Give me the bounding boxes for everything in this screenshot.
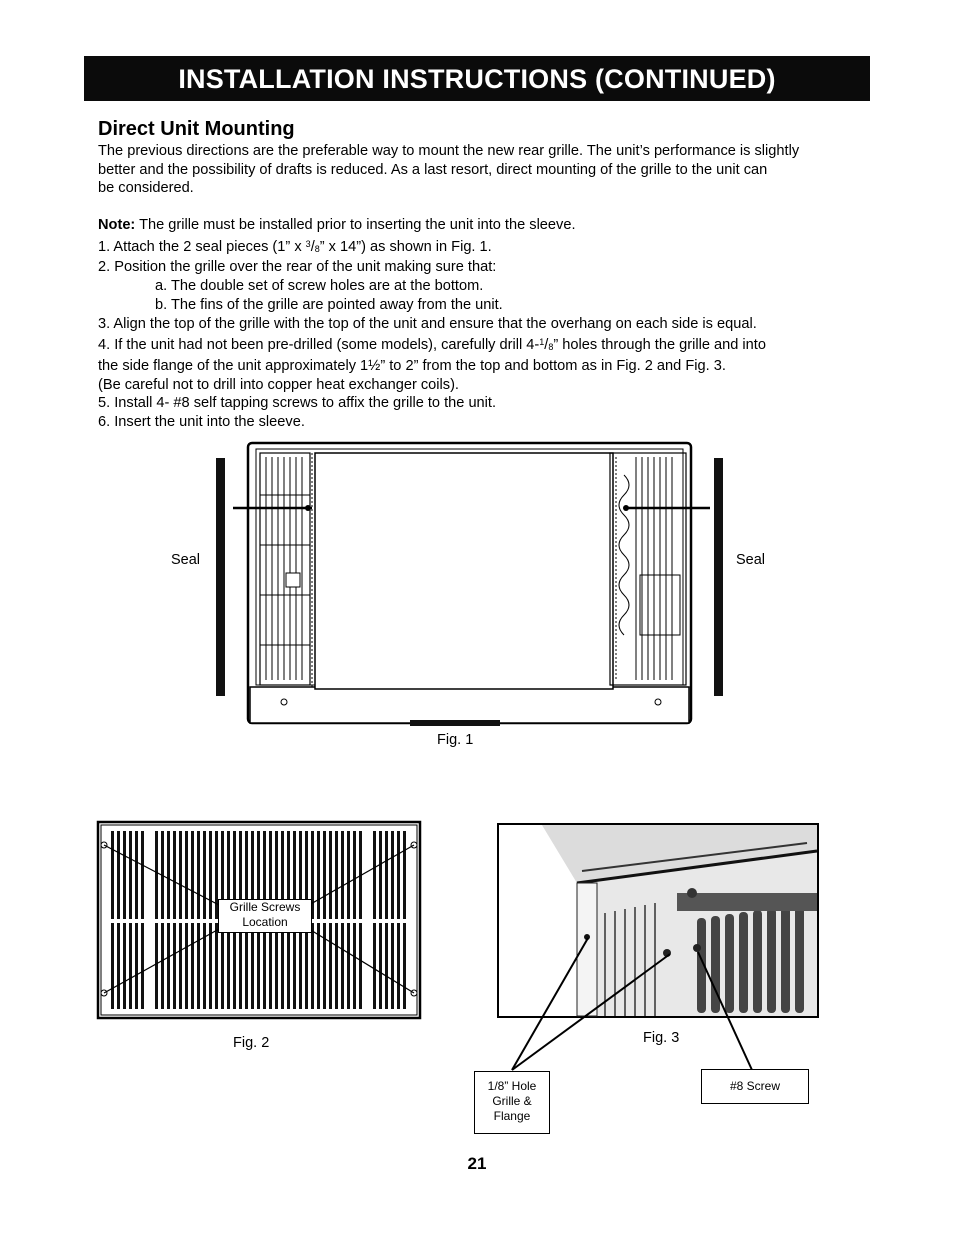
unit-center-panel: [315, 453, 613, 689]
note-text: The grille must be installed prior to inserting the unit into the sleeve.: [135, 217, 576, 233]
fraction-denominator: 8: [548, 342, 554, 353]
step-6: 6. Insert the unit into the sleeve.: [98, 414, 305, 431]
fraction-numerator: 3: [305, 238, 311, 249]
left-seal-strip: [216, 458, 225, 696]
step-5: 5. Install 4- #8 self tapping screws to affix the grille to the unit.: [98, 395, 497, 412]
grille-screws-callout: [218, 899, 312, 933]
right-seal-strip: [714, 458, 723, 696]
intro-line: be considered.: [98, 180, 194, 197]
page-number: 21: [467, 1154, 487, 1173]
screw-callout-box: [701, 1069, 809, 1104]
hole-callout-box: [474, 1071, 550, 1134]
fig1-seal-left-label: Seal: [171, 552, 201, 568]
step-2b: b. The fins of the grille are pointed away from the unit.: [155, 296, 503, 313]
fig3-callout-arrows: [470, 930, 770, 1080]
page-title: INSTALLATION INSTRUCTIONS (CONTINUED): [178, 64, 776, 94]
step-1: [98, 235, 868, 259]
fig3-caption: Fig. 3: [643, 1030, 680, 1046]
fraction-denominator: 8: [314, 243, 320, 254]
callout-line: #8 Screw: [729, 1079, 781, 1093]
step-4: [98, 333, 868, 357]
fraction: $^3/_8$: [305, 238, 320, 255]
step-2a: a. The double set of screw holes are at the bottom.: [155, 278, 484, 295]
step-4-continued: the side flange of the unit approximately 1½” to 2” from the top and bottom as in Fig. 2 and Fig. 3.: [98, 357, 726, 374]
step-1-text: 1. Attach the 2 seal pieces (1” x: [98, 238, 306, 255]
note-label: Note:: [98, 217, 136, 233]
unit-base: [250, 687, 689, 723]
fig1-unit-drawing: [200, 435, 740, 735]
callout-line: Flange: [493, 1109, 531, 1123]
page-header-banner: [84, 56, 870, 101]
step-1-text-end: ” x 14”) as shown in Fig. 1.: [319, 238, 492, 255]
step-3: 3. Align the top of the grille with the top of the unit and ensure that the overhang on each side is equal.: [98, 315, 757, 332]
callout-line: Grille &: [492, 1094, 532, 1108]
fig1-caption: Fig. 1: [437, 732, 474, 748]
fig2-caption: Fig. 2: [233, 1035, 270, 1051]
callout-line: Location: [242, 915, 288, 929]
section-title: Direct Unit Mounting: [98, 118, 295, 140]
callout-line: Grille Screws: [229, 900, 301, 914]
step-4-text: 4. If the unit had not been pre-drilled (some models), carefully drill 4-: [98, 337, 540, 354]
note-line: [98, 216, 868, 235]
fraction-numerator: 1: [539, 337, 545, 348]
intro-line: better and the possibility of drafts is reduced. As a last resort, direct mounting of the grille to the unit can: [98, 161, 768, 178]
step-4-text-end: ” holes through the grille and into: [553, 337, 766, 354]
fraction: $^1/_8$: [539, 337, 554, 354]
screw-head: [687, 888, 697, 898]
intro-paragraph: [98, 142, 868, 198]
intro-line: The previous directions are the preferable way to mount the new rear grille. The unit’s performance is slightly: [98, 143, 800, 159]
callout-line: 1/8” Hole: [487, 1079, 537, 1093]
instruction-steps: [98, 216, 868, 432]
fig1-seal-right-label: Seal: [736, 552, 766, 568]
step-2: 2. Position the grille over the rear of the unit making sure that:: [98, 259, 497, 276]
step-4-caution: (Be careful not to drill into copper heat exchanger coils).: [98, 376, 459, 393]
